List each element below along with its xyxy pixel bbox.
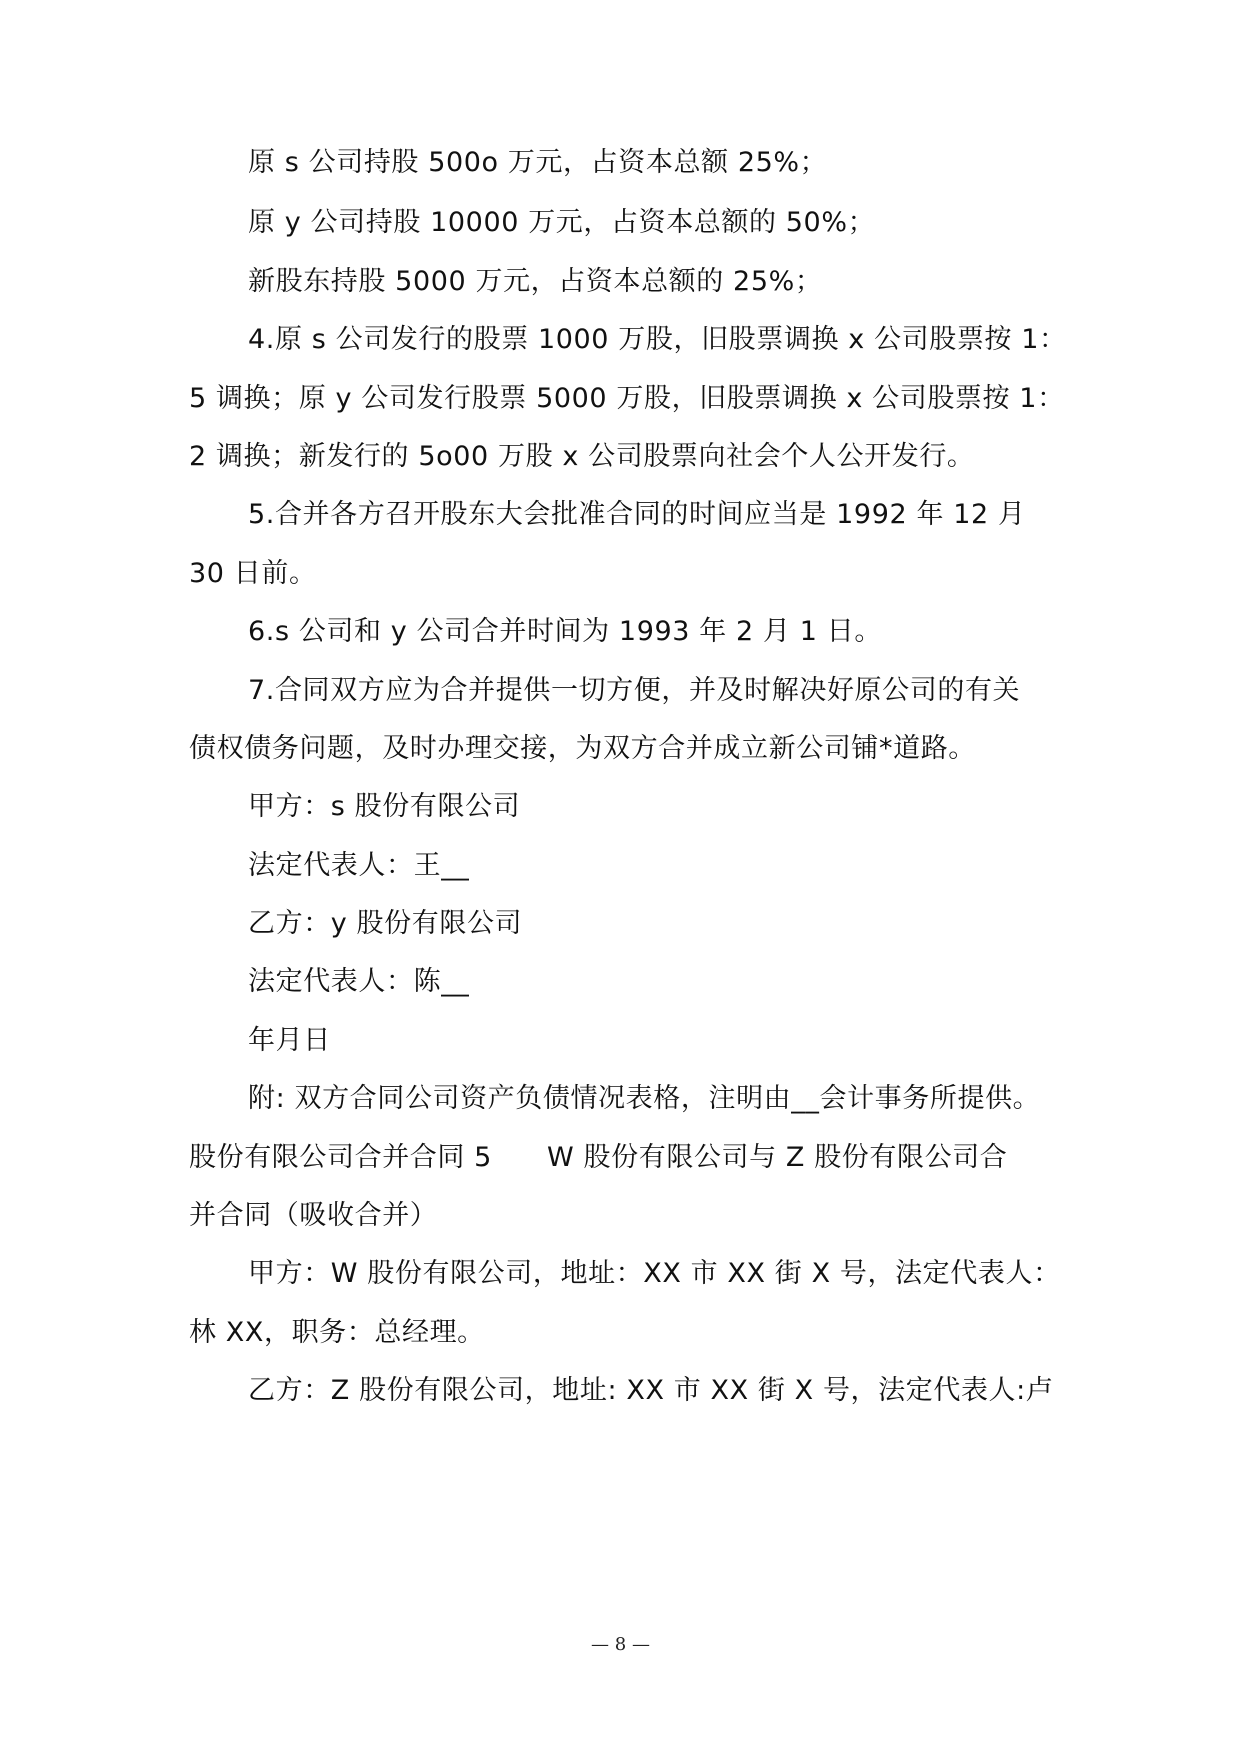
text-line: 法定代表人：陈__ <box>248 966 470 997</box>
text-line: 乙方：Z 股份有限公司，地址: XX 市 XX 街 X 号，法定代表人:卢 <box>248 1375 1054 1406</box>
text-line: 乙方：y 股份有限公司 <box>248 908 523 939</box>
text-line: 7.合同双方应为合并提供一切方便，并及时解决好原公司的有关 <box>248 675 1021 706</box>
text-line: 6.s 公司和 y 公司合并时间为 1993 年 2 月 1 日。 <box>248 616 882 647</box>
text-line: 甲方：s 股份有限公司 <box>248 791 521 822</box>
text-line: 年月日 <box>248 1025 331 1056</box>
text-line: 5 调换；原 y 公司发行股票 5000 万股，旧股票调换 x 公司股票按 1： <box>189 383 1065 414</box>
text-line: 法定代表人：王__ <box>248 850 470 881</box>
text-line: 附: 双方合同公司资产负债情况表格，注明由__会计事务所提供。 <box>248 1083 1041 1114</box>
text-line: 债权债务问题，及时办理交接，为双方合并成立新公司铺*道路。 <box>189 733 976 764</box>
text-line: 2 调换；新发行的 5o00 万股 x 公司股票向社会个人公开发行。 <box>189 441 975 472</box>
text-line: 30 日前。 <box>189 558 317 589</box>
page-number: — 8 — <box>591 1634 650 1655</box>
text-line: 并合同（吸收合并） <box>189 1200 438 1231</box>
text-line: 原 s 公司持股 500o 万元，占资本总额 25%； <box>248 147 828 178</box>
text-line: 股份有限公司合并合同 5 W 股份有限公司与 Z 股份有限公司合 <box>189 1142 1008 1173</box>
text-line: 原 y 公司持股 10000 万元，占资本总额的 50%； <box>248 207 876 238</box>
text-line: 4.原 s 公司发行的股票 1000 万股，旧股票调换 x 公司股票按 1： <box>248 324 1067 355</box>
text-line: 新股东持股 5000 万元，占资本总额的 25%； <box>248 266 823 297</box>
text-line: 5.合并各方召开股东大会批准合同的时间应当是 1992 年 12 月 <box>248 499 1026 530</box>
text-line: 甲方：W 股份有限公司，地址：XX 市 XX 街 X 号，法定代表人： <box>248 1258 1061 1289</box>
text-line: 林 XX，职务：总经理。 <box>189 1317 485 1348</box>
